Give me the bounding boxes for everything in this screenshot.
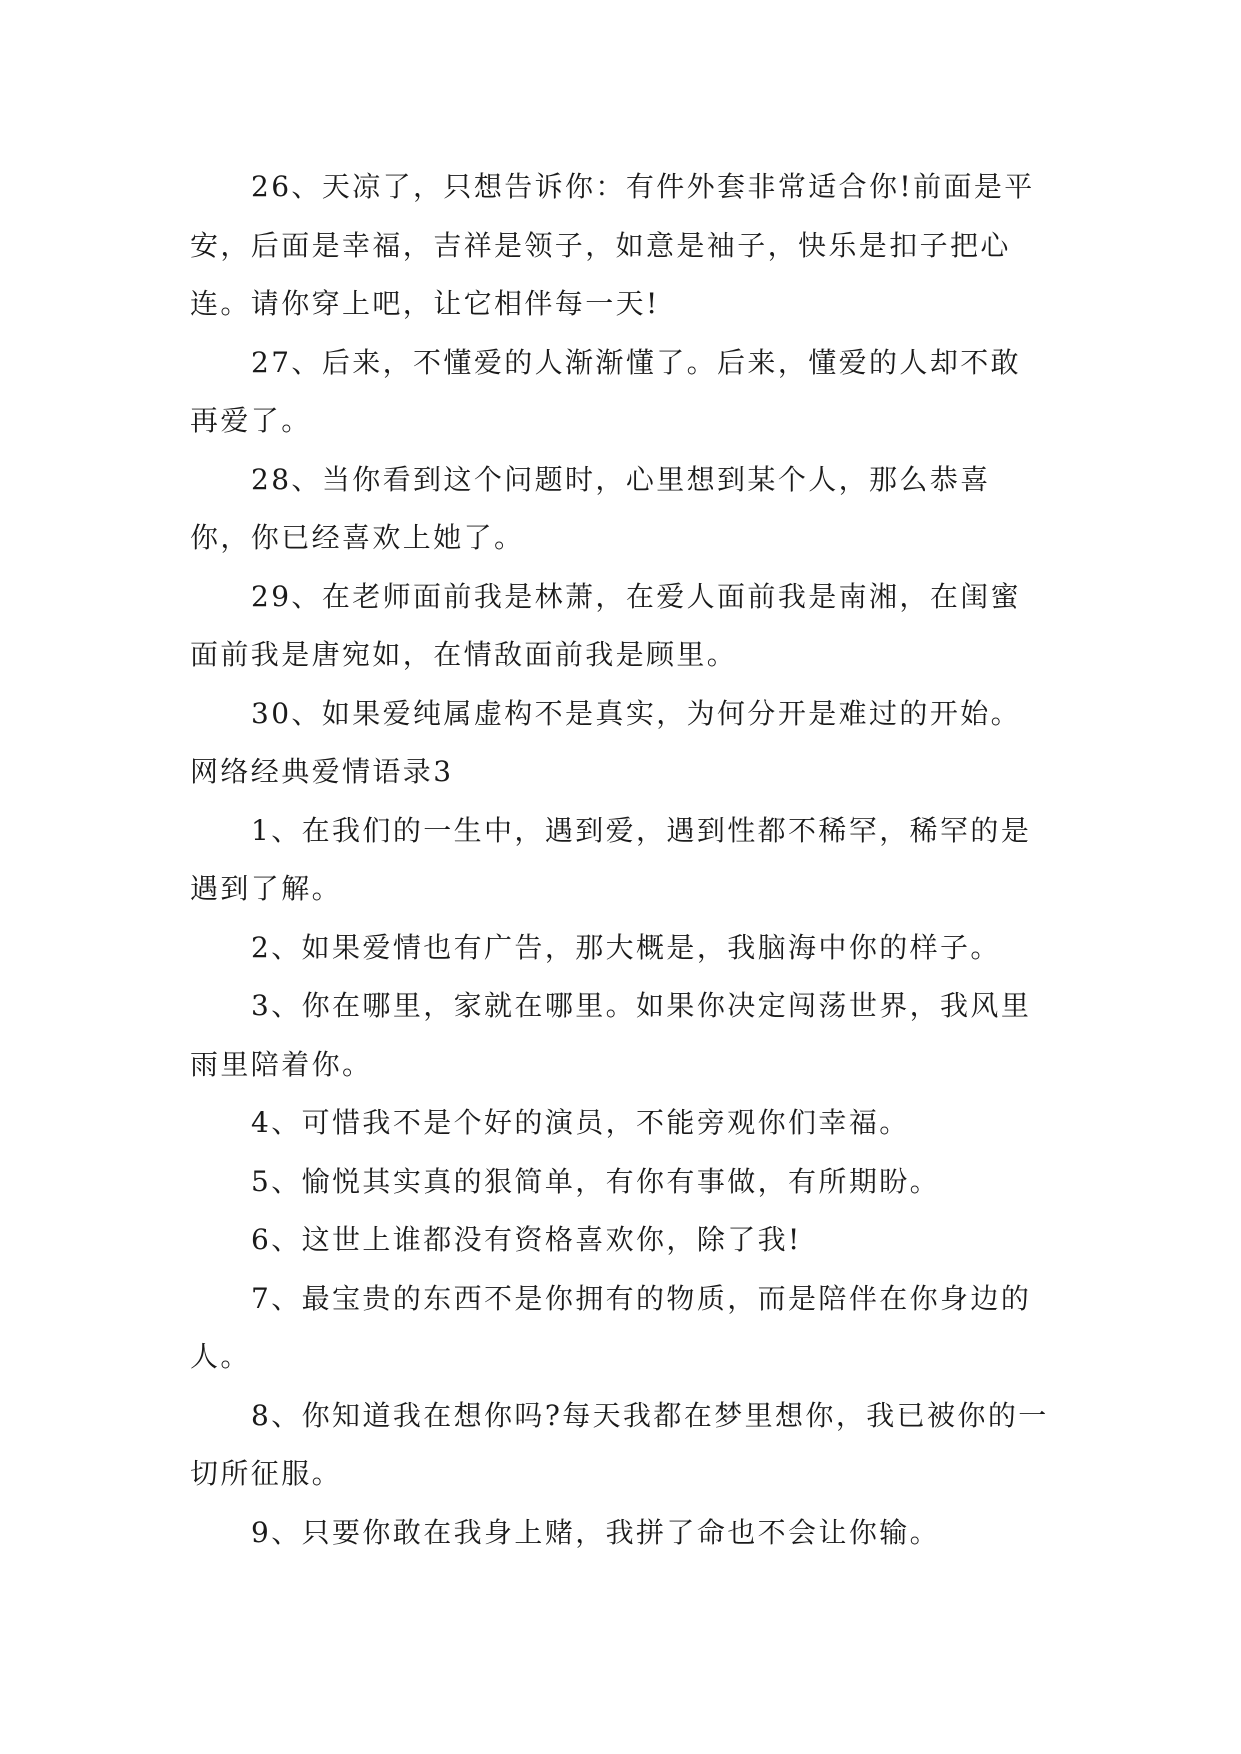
- section-heading: 网络经典爱情语录3: [190, 755, 454, 788]
- paragraph-30: 30、如果爱纯属虚构不是真实，为何分开是难过的开始。: [251, 696, 1022, 730]
- paragraph-27: 27、后来，不懂爱的人渐渐懂了。后来，懂爱的人却不敢再爱了。: [190, 345, 1022, 437]
- paragraph-29: 29、在老师面前我是林萧，在爱人面前我是南湘，在闺蜜面前我是唐宛如，在情敌面前我是顾里。: [190, 579, 1022, 671]
- paragraph-5: 5、愉悦其实真的狠简单，有你有事做，有所期盼。: [251, 1164, 941, 1198]
- paragraph-3: 3、你在哪里，家就在哪里。如果你决定闯荡世界，我风里雨里陪着你。: [190, 989, 1032, 1081]
- paragraph-8: 8、你知道我在想你吗?每天我都在梦里想你，我已被你的一切所征服。: [190, 1398, 1049, 1490]
- paragraph-7: 7、最宝贵的东西不是你拥有的物质，而是陪伴在你身边的人。: [190, 1281, 1032, 1373]
- paragraph-2: 2、如果爱情也有广告，那大概是，我脑海中你的样子。: [251, 930, 1001, 964]
- paragraph-6: 6、这世上谁都没有资格喜欢你，除了我!: [251, 1223, 802, 1256]
- paragraph-28: 28、当你看到这个问题时，心里想到某个人，那么恭喜你，你已经喜欢上她了。: [190, 462, 991, 554]
- paragraph-9: 9、只要你敢在我身上赌，我拼了命也不会让你输。: [251, 1515, 941, 1549]
- paragraph-1: 1、在我们的一生中，遇到爱，遇到性都不稀罕，稀罕的是遇到了解。: [190, 813, 1032, 905]
- paragraph-26: 26、天凉了，只想告诉你：有件外套非常适合你!前面是平安，后面是幸福，吉祥是领子，如意是袖子，快乐是扣子把心连。请你穿上吧，让它相伴每一天!: [190, 170, 1035, 320]
- paragraph-4: 4、可惜我不是个好的演员，不能旁观你们幸福。: [251, 1106, 910, 1139]
- document-body: [190, 158, 1050, 1562]
